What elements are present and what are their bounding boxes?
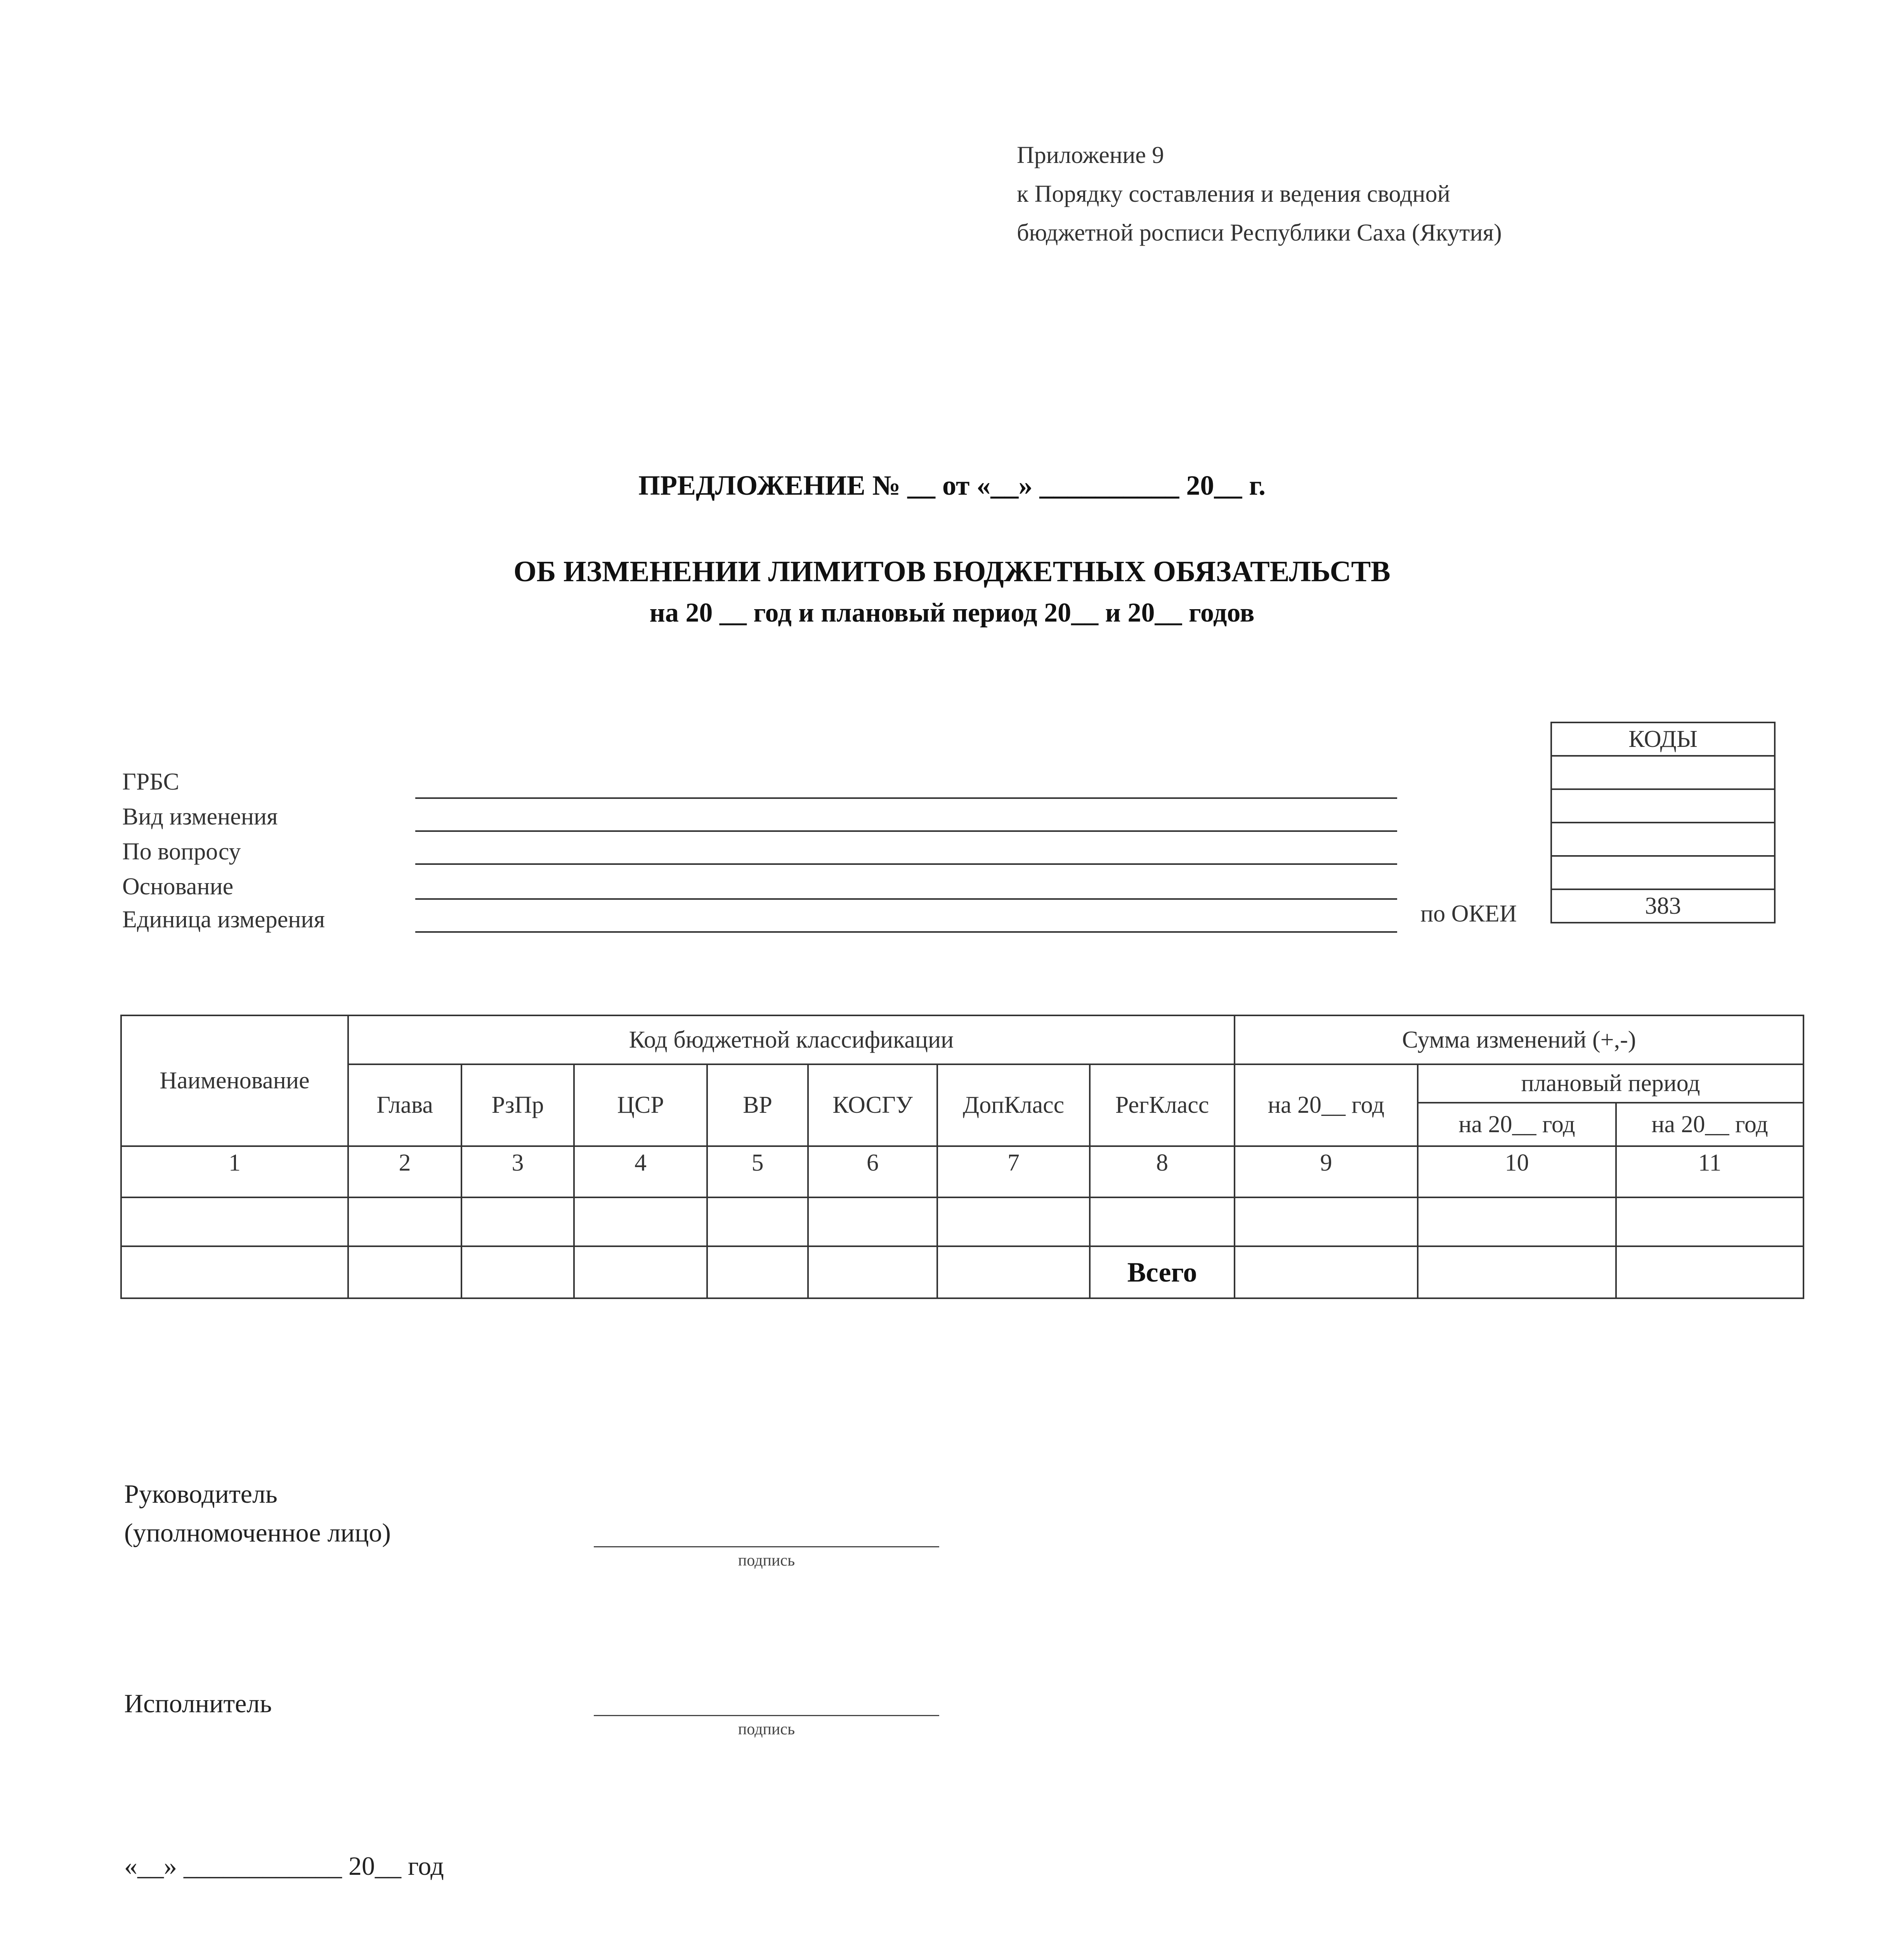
table-cell xyxy=(121,1246,348,1298)
code-cell-question[interactable] xyxy=(1551,823,1775,856)
table-cell[interactable] xyxy=(121,1197,348,1246)
appendix-note xyxy=(1017,136,1502,252)
appendix-line-2: к Порядку составления и ведения сводной xyxy=(1017,181,1450,207)
code-cell-grbs[interactable] xyxy=(1551,756,1775,789)
table-cell xyxy=(348,1246,461,1298)
field-label-question: По вопросу xyxy=(122,838,241,865)
table-cell[interactable] xyxy=(348,1197,461,1246)
header-plan-year-1: на 20__ год xyxy=(1418,1103,1616,1146)
column-number: 11 xyxy=(1616,1146,1803,1197)
field-label-basis: Основание xyxy=(122,873,234,900)
header-sum: Сумма изменений (+,-) xyxy=(1235,1015,1803,1064)
field-label-unit: Единица измерения xyxy=(122,906,325,933)
table-cell[interactable] xyxy=(707,1197,808,1246)
header-rzpr: РзПр xyxy=(461,1064,574,1146)
field-label-grbs: ГРБС xyxy=(122,769,179,795)
head-label xyxy=(124,1474,391,1552)
field-line-change-type[interactable] xyxy=(415,830,1397,832)
head-label-line-1: Руководитель xyxy=(124,1479,277,1509)
proposal-title: ПРЕДЛОЖЕНИЕ № __ от «__» __________ 20__ г. xyxy=(638,470,1266,501)
table-cell[interactable] xyxy=(1090,1197,1235,1246)
table-cell[interactable] xyxy=(574,1197,707,1246)
table-cell xyxy=(461,1246,574,1298)
total-plan-year-1[interactable] xyxy=(1418,1246,1616,1298)
executor-label: Исполнитель xyxy=(124,1689,272,1718)
codes-box xyxy=(1550,722,1776,923)
column-number: 2 xyxy=(348,1146,461,1197)
field-line-grbs[interactable] xyxy=(415,797,1397,799)
table-cell xyxy=(574,1246,707,1298)
okei-label: по ОКЕИ xyxy=(1420,901,1517,927)
limits-change-table xyxy=(120,1015,1804,1299)
field-line-basis[interactable] xyxy=(415,898,1397,900)
date-line: «__» ____________ 20__ год xyxy=(124,1851,444,1881)
head-signature-caption: подпись xyxy=(738,1552,795,1569)
column-number: 3 xyxy=(461,1146,574,1197)
head-signature-line[interactable] xyxy=(594,1546,939,1547)
header-regklass: РегКласс xyxy=(1090,1064,1235,1146)
column-number: 5 xyxy=(707,1146,808,1197)
column-number: 7 xyxy=(937,1146,1090,1197)
header-vr: ВР xyxy=(707,1064,808,1146)
column-number: 8 xyxy=(1090,1146,1235,1197)
codes-header: КОДЫ xyxy=(1551,722,1775,756)
table-cell[interactable] xyxy=(1235,1197,1418,1246)
header-csr: ЦСР xyxy=(574,1064,707,1146)
header-planned-period: плановый период xyxy=(1418,1064,1803,1103)
table-cell[interactable] xyxy=(808,1197,937,1246)
code-cell-okei: 383 xyxy=(1551,889,1775,923)
table-cell[interactable] xyxy=(1616,1197,1803,1246)
column-number: 1 xyxy=(121,1146,348,1197)
table-cell[interactable] xyxy=(461,1197,574,1246)
column-number: 10 xyxy=(1418,1146,1616,1197)
executor-signature-line[interactable] xyxy=(594,1715,939,1716)
code-cell-basis[interactable] xyxy=(1551,856,1775,889)
column-number: 6 xyxy=(808,1146,937,1197)
table-cell xyxy=(808,1246,937,1298)
table-cell xyxy=(707,1246,808,1298)
total-current-year[interactable] xyxy=(1235,1246,1418,1298)
field-line-question[interactable] xyxy=(415,863,1397,865)
table-cell xyxy=(937,1246,1090,1298)
field-label-change-type: Вид изменения xyxy=(122,804,278,830)
code-cell-change-type[interactable] xyxy=(1551,789,1775,823)
column-number: 4 xyxy=(574,1146,707,1197)
field-line-unit[interactable] xyxy=(415,931,1397,933)
appendix-line-3: бюджетной росписи Республики Саха (Якутия) xyxy=(1017,220,1502,246)
table-cell[interactable] xyxy=(1418,1197,1616,1246)
document-period: на 20 __ год и плановый период 20__ и 20__ годов xyxy=(649,598,1255,628)
document-subject: ОБ ИЗМЕНЕНИИ ЛИМИТОВ БЮДЖЕТНЫХ ОБЯЗАТЕЛЬСТВ xyxy=(513,555,1391,588)
column-number: 9 xyxy=(1235,1146,1418,1197)
header-current-year: на 20__ год xyxy=(1235,1064,1418,1146)
table-row xyxy=(121,1197,1803,1246)
header-name: Наименование xyxy=(121,1015,348,1146)
executor-signature-caption: подпись xyxy=(738,1720,795,1738)
total-plan-year-2[interactable] xyxy=(1616,1246,1803,1298)
header-dopklass: ДопКласс xyxy=(937,1064,1090,1146)
header-classification: Код бюджетной классификации xyxy=(348,1015,1235,1064)
total-row xyxy=(121,1246,1803,1298)
header-kosgu: КОСГУ xyxy=(808,1064,937,1146)
header-chapter: Глава xyxy=(348,1064,461,1146)
header-plan-year-2: на 20__ год xyxy=(1616,1103,1803,1146)
total-label: Всего xyxy=(1090,1246,1235,1298)
appendix-line-1: Приложение 9 xyxy=(1017,142,1164,168)
table-cell[interactable] xyxy=(937,1197,1090,1246)
head-label-line-2: (уполномоченное лицо) xyxy=(124,1518,391,1547)
